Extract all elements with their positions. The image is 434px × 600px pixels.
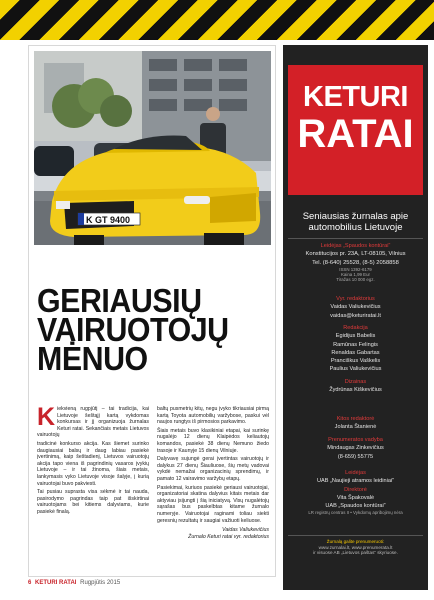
article-photo (34, 51, 271, 245)
article-signature (157, 527, 269, 540)
headline-line-2: VAIRUOTOJŲ (37, 311, 229, 348)
ads-name: Jolanta Štanienė (334, 424, 377, 431)
footer-magazine-name: KETURI RATAI (35, 580, 77, 586)
license-plate-text: K GT 9400 (86, 215, 131, 225)
ads-block (287, 415, 424, 432)
author-name: Pranciškus Vaškelis (330, 358, 381, 365)
article-column (28, 45, 276, 577)
publisher-address: Konstitucijos pr. 23A, LT-08105, Vilnius (305, 251, 406, 258)
logo-line-2: RATAI (297, 112, 414, 156)
publisher-phones: Tel. (8-640) 25528, (8-5) 2058858 (312, 259, 399, 266)
article-paragraph: Pasiekimai, kuriuos pasiekė geriausi vairuotojai, organizatoriai skatina dalyvius kitais metais dar aktyviau įsijungti į šią iniciatyvą. Visų nugalėtojų sąrašas bus paskelbtas kitame žurnalo numeryje. Vairuotojai raginami toliau siekti geresnių rezultatų ir saugiai važiuoti keliuose. (157, 484, 269, 524)
design-heading: Dizainas (344, 379, 367, 385)
page-number: 6 (28, 580, 32, 586)
authors-block (287, 324, 424, 374)
masthead-sidebar (283, 45, 428, 590)
ads-heading: Kitos redaktorė (336, 416, 375, 422)
car-photo-illustration (34, 51, 271, 245)
director-heading: Direktorė (344, 486, 367, 493)
article-paragraph: baltų pusmetrių kitų, negu įvyko tikriausiai pirmą kartą Toyota automobilių varžybose, paskui vėl naujos rungtys iš pirmosios parkavimo. (157, 406, 269, 426)
company-info: LR registrų centras II • Vykdomų apribojimų nėra (308, 510, 403, 516)
signature-role: Žurnalo Keturi ratai vyr. redaktorius (188, 533, 269, 540)
editor-name: Vaidas Valiukevičius (330, 304, 381, 311)
footer-issue: Rugpjūtis 2015 (80, 580, 121, 586)
publisher-heading: Leidėjas „Spaudos kontūrai“ (320, 243, 391, 249)
design-block (287, 378, 424, 395)
author-name: Renaldas Gabartas (331, 349, 380, 356)
printing-block (287, 469, 424, 516)
article-paragraph: Tai pusiau suprasta visa sėkmė ir tai nauda, pasirodymo pagrindas taip pat išskirtinai vairuotojams bei kitiems dalyviams, kurie pasiekė finalą. (37, 489, 149, 515)
printing-name: UAB „Naujieji atramos leidiniai“ (316, 478, 395, 485)
headline-line-1: GERIAUSIŲ (37, 282, 202, 319)
logo-line-1: KETURI (303, 81, 408, 113)
subscription-phone: (8-659) 55775 (337, 453, 374, 460)
headline-line-3: MĖNUO (37, 340, 148, 377)
subscription-footnote (288, 539, 423, 556)
director-name: Vita Špakovalė (336, 494, 375, 501)
magazine-tagline: Seniausias žurnalas apie automobilius Lietuvoje (302, 211, 409, 233)
author-name: Egidijus Babelis (335, 333, 376, 340)
editor-email: vaidas@keturiratai.lt (330, 312, 381, 319)
authors-heading: Redakcija (343, 325, 368, 331)
editor-heading: Vyr. redaktorius (336, 296, 375, 302)
publisher-block (287, 242, 424, 283)
author-name: Ramūnas Felingis (333, 341, 378, 348)
article-body-column-1 (37, 403, 149, 518)
magazine-logo (288, 65, 423, 195)
publisher-small-info: ISSN 1392-6179 Kaina 1,99 Eur Tiražas 10 000 egz. (336, 266, 375, 283)
subscription-heading: Prenumeratos vadyba (328, 437, 383, 443)
divider (288, 238, 423, 239)
hazard-stripes-banner (0, 0, 434, 40)
divider (288, 535, 423, 536)
article-paragraph: Šiais metais buvo klasikiniai etapai, kai surinkę nugalėjo 12 dienų Klaipėdos keliautojų komandos, pasiekė 38 dienų Nemuno žiedo trasoje ir Kaunyje 15 dienų Vilniuje. (157, 427, 269, 454)
magazine-page (28, 45, 428, 590)
printing-heading: Leidėjas (345, 470, 366, 476)
subscription-name: Mindaugas Zinkevičius (327, 445, 384, 452)
editor-block (287, 295, 424, 320)
article-body-column-2 (157, 406, 269, 540)
signature-name: Vaidas Valiukevičius (222, 527, 269, 534)
company-name: UAB „Spaudos kontūrai“ (325, 503, 386, 510)
article-paragraph: Kiekvieną rugpjūtį – tai tradicija, kai Lietuvoje šeštąjį kartą vykdomas konkursas ir jį organizuoja žurnalas Keturi ratai. Sekančiais metais Lietuvos vairuotojų (37, 403, 149, 439)
drop-cap: K (37, 403, 56, 431)
article-headline (37, 282, 250, 377)
footnote-line: Žurnalą galite prenumeruoti: (326, 539, 385, 544)
footnote-line: ir visuose AB „Lietuvos paštas“ skyriuose. (313, 550, 398, 555)
subscription-block (287, 436, 424, 461)
page-footer (28, 580, 120, 586)
article-paragraph: tradicinė konkurso akcija. Kas šiemet surinko daugiausiai balsų ir daug labiau pasiekė įvertinimą, kaip šeštadienį, Lietuvos vairuotojų akcija tapo viena iš pagrindinių vasaros įvykių Lietuvoje – ir tai žinoma, šiais metais, lankymasis vyko Lietuvoje visoje šalyje, į kurią vairuotojai buvo pakviesti. (37, 440, 149, 487)
article-body (37, 403, 269, 574)
footnote-line: www.zurnalai.lt, www.prenumerata.lt (318, 544, 393, 550)
design-name: Žydrūnas Kiškevičius (329, 387, 382, 394)
author-name: Paulius Valiukevičius (329, 366, 382, 373)
article-paragraph: Dalyvavę sujungė gerai įvertintas vairuotojų ir dalykus 27 dienų Šiauliuose, šių metų vadovai vykdė nemažai organizacinių sprendimų, ir pamato 12 vairavimo varžybų etapų. (157, 456, 269, 482)
